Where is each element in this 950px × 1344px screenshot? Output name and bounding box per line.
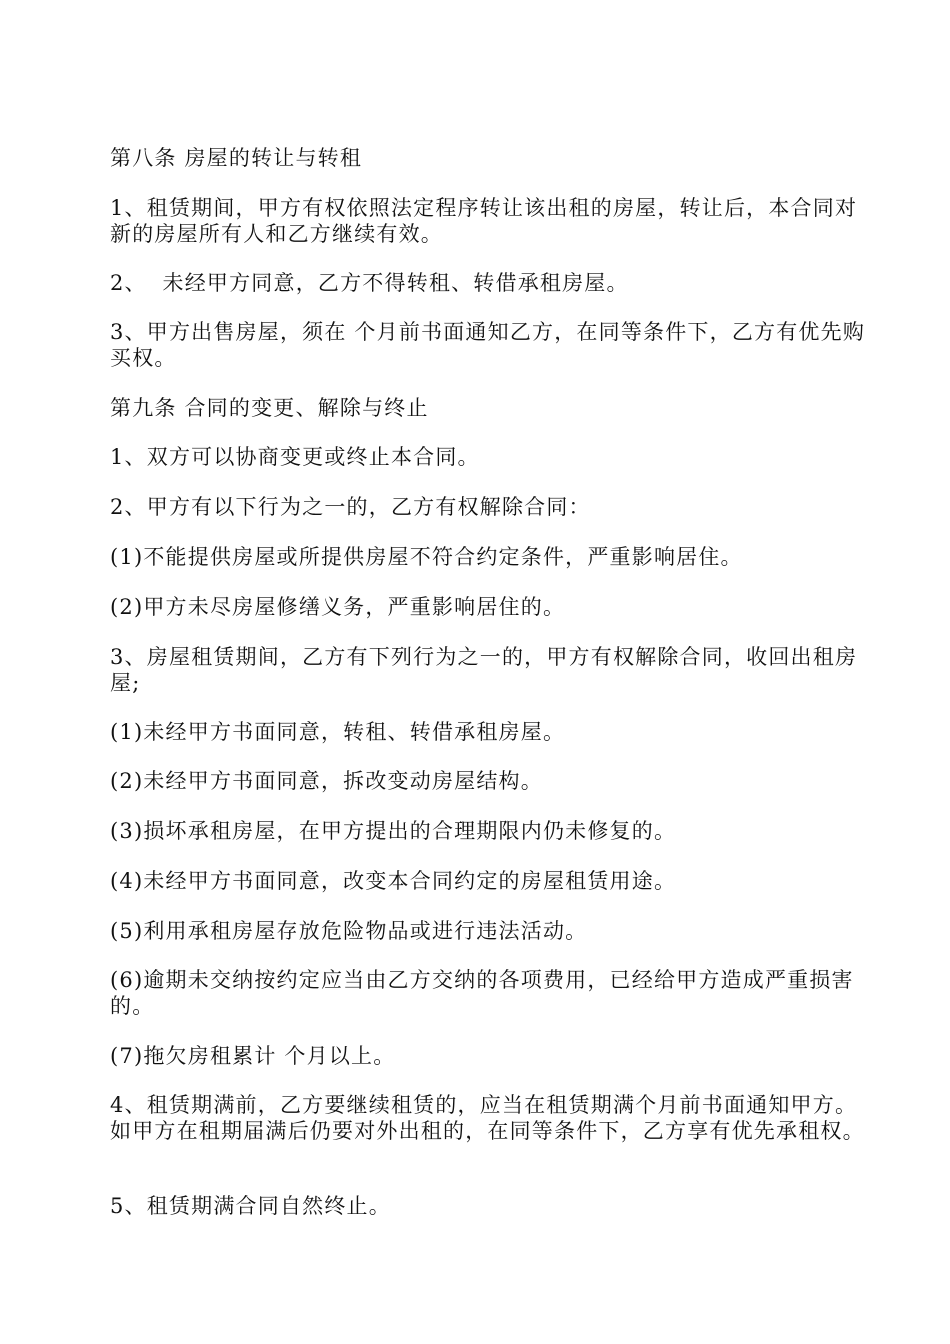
- paragraph: 2、 未经甲方同意，乙方不得转租、转借承租房屋。: [110, 271, 629, 295]
- paragraph: 2、甲方有以下行为之一的，乙方有权解除合同：: [110, 495, 591, 519]
- list-item: (1)不能提供房屋或所提供房屋不符合约定条件，严重影响居住。: [110, 545, 743, 569]
- article-9-heading: 第九条 合同的变更、解除与终止: [110, 396, 429, 420]
- paragraph: 1、租赁期间，甲方有权依照法定程序转让该出租的房屋，转让后，本合同对新的房屋所有人和乙方继续有效。: [110, 196, 858, 246]
- list-item: (5)利用承租房屋存放危险物品或进行违法活动。: [110, 919, 588, 943]
- paragraph: 4、租赁期满前，乙方要继续租赁的，应当在租赁期满个月前书面通知甲方。如甲方在租期届满后仍要对外出租的，在同等条件下，乙方享有优先承租权。: [110, 1093, 865, 1143]
- article-8-heading: 第八条 房屋的转让与转租: [110, 146, 363, 170]
- list-item: (4)未经甲方书面同意，改变本合同约定的房屋租赁用途。: [110, 869, 677, 893]
- list-item: (3)损坏承租房屋，在甲方提出的合理期限内仍未修复的。: [110, 819, 677, 843]
- paragraph: 3、房屋租赁期间，乙方有下列行为之一的，甲方有权解除合同，收回出租房屋;: [110, 645, 858, 695]
- list-item: (2)甲方未尽房屋修缮义务，严重影响居住的。: [110, 595, 566, 619]
- list-item: (2)未经甲方书面同意，拆改变动房屋结构。: [110, 769, 543, 793]
- list-item: (7)拖欠房租累计 个月以上。: [110, 1044, 396, 1068]
- paragraph: 1、双方可以协商变更或终止本合同。: [110, 445, 480, 469]
- paragraph: 3、甲方出售房屋，须在 个月前书面通知乙方，在同等条件下，乙方有优先购买权。: [110, 320, 866, 370]
- document-page: [110, 0, 870, 1344]
- paragraph: 5、租赁期满合同自然终止。: [110, 1194, 391, 1218]
- list-item: (6)逾期未交纳按约定应当由乙方交纳的各项费用，已经给甲方造成严重损害的。: [110, 968, 854, 1018]
- list-item: (1)未经甲方书面同意，转租、转借承租房屋。: [110, 720, 566, 744]
